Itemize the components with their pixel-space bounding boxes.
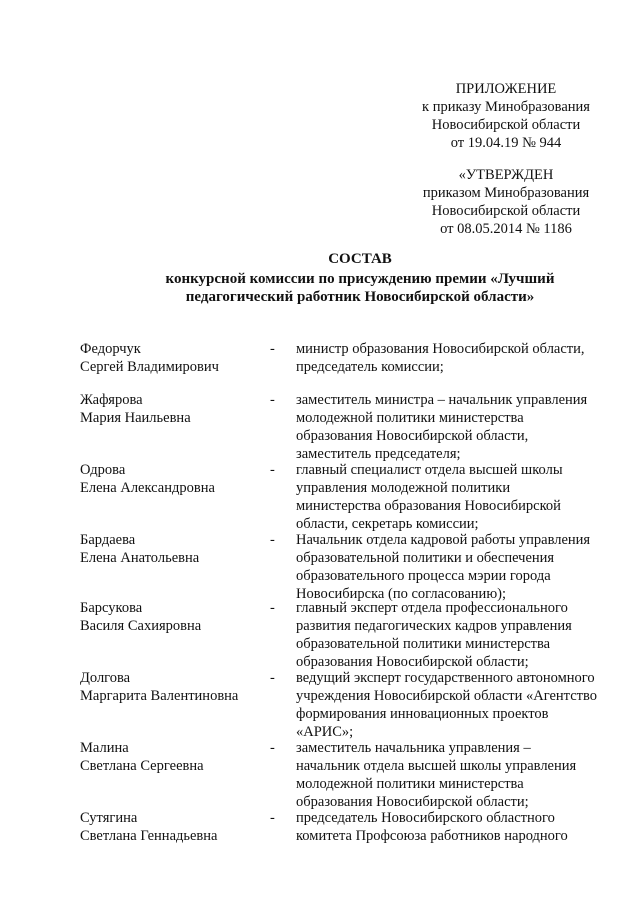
approved-line: «УТВЕРЖДЕН — [458, 167, 554, 183]
member-name — [80, 739, 260, 775]
member-role — [296, 391, 612, 463]
member-given-names: Василя Сахияровна — [80, 618, 202, 634]
member-given-names: Елена Александровна — [80, 480, 215, 496]
member-role — [296, 669, 612, 741]
member-dash: - — [270, 532, 275, 548]
approved-line: приказом Минобразования — [422, 185, 590, 201]
role-line: молодежной политики министерства — [296, 776, 524, 792]
member-dash: - — [270, 341, 275, 357]
role-line: ведущий эксперт государственного автономного — [296, 670, 595, 686]
member-given-names: Сергей Владимирович — [80, 359, 219, 375]
role-line: учреждения Новосибирской области «Агентство — [296, 688, 597, 704]
member-given-names: Мария Наильевна — [80, 410, 191, 426]
member-name — [80, 391, 260, 427]
member-name — [80, 461, 260, 497]
member-name — [80, 809, 260, 845]
role-line: образования Новосибирской области, — [296, 428, 529, 444]
role-line: образования Новосибирской области; — [296, 794, 529, 810]
member-dash: - — [270, 600, 275, 616]
member-dash: - — [270, 462, 275, 478]
member-given-names: Светлана Геннадьевна — [80, 828, 218, 844]
member-dash: - — [270, 810, 275, 826]
member-role — [296, 531, 612, 603]
member-given-names: Светлана Сергеевна — [80, 758, 204, 774]
member-surname: Барсукова — [80, 600, 143, 616]
member-surname: Федорчук — [80, 341, 141, 357]
member-surname: Жафярова — [80, 392, 143, 408]
role-line: председатель Новосибирского областного — [296, 810, 555, 826]
member-name — [80, 669, 260, 705]
member-dash: - — [270, 740, 275, 756]
appendix-line: от 19.04.19 № 944 — [450, 135, 562, 151]
member-role — [296, 809, 612, 845]
member-given-names: Елена Анатольевна — [80, 550, 200, 566]
subtitle-line: педагогический работник Новосибирской области» — [185, 289, 535, 305]
member-surname: Бардаева — [80, 532, 136, 548]
appendix-block — [400, 80, 612, 152]
role-line: образовательной политики и обеспечения — [296, 550, 555, 566]
role-line: развития педагогических кадров управления — [296, 618, 572, 634]
member-name — [80, 340, 260, 376]
member-surname: Одрова — [80, 462, 126, 478]
document-subtitle — [164, 270, 556, 306]
appendix-line: Новосибирской области — [431, 117, 581, 133]
role-line: образовательного процесса мэрии города — [296, 568, 551, 584]
appendix-line: ПРИЛОЖЕНИЕ — [455, 81, 557, 97]
appendix-line: к приказу Минобразования — [422, 99, 590, 115]
role-line: заместитель министра – начальник управления — [296, 392, 588, 408]
subtitle-line: конкурсной комиссии по присуждению премии «Лучший — [165, 271, 555, 287]
member-name — [80, 599, 260, 635]
approved-block — [400, 166, 612, 238]
role-line: министр образования Новосибирской области, — [296, 341, 585, 357]
member-role — [296, 599, 612, 671]
member-dash: - — [270, 392, 275, 408]
role-line: главный специалист отдела высшей школы — [296, 462, 563, 478]
role-line: главный эксперт отдела профессионального — [296, 600, 568, 616]
role-line: молодежной политики министерства — [296, 410, 524, 426]
role-line: министерства образования Новосибирской — [296, 498, 561, 514]
member-role — [296, 739, 612, 811]
member-surname: Малина — [80, 740, 129, 756]
approved-line: Новосибирской области — [431, 203, 581, 219]
role-line: управления молодежной политики — [296, 480, 511, 496]
role-line: председатель комиссии; — [296, 359, 444, 375]
role-line: образования Новосибирской области; — [296, 654, 529, 670]
member-role — [296, 340, 612, 376]
role-line: комитета Профсоюза работников народного — [296, 828, 568, 844]
role-line: заместитель председателя; — [296, 446, 461, 462]
member-surname: Сутягина — [80, 810, 138, 826]
member-name — [80, 531, 260, 567]
role-line: формирования инновационных проектов — [296, 706, 549, 722]
role-line: «АРИС»; — [296, 724, 354, 740]
role-line: заместитель начальника управления – — [296, 740, 531, 756]
document-title: СОСТАВ — [328, 251, 392, 267]
role-line: Начальник отдела кадровой работы управления — [296, 532, 591, 548]
member-dash: - — [270, 670, 275, 686]
member-given-names: Маргарита Валентиновна — [80, 688, 239, 704]
role-line: образовательной политики министерства — [296, 636, 551, 652]
role-line: Новосибирска (по согласованию); — [296, 586, 507, 602]
role-line: начальник отдела высшей школы управления — [296, 758, 577, 774]
role-line: области, секретарь комиссии; — [296, 516, 479, 532]
member-role — [296, 461, 612, 533]
approved-line: от 08.05.2014 № 1186 — [440, 221, 572, 237]
member-surname: Долгова — [80, 670, 131, 686]
